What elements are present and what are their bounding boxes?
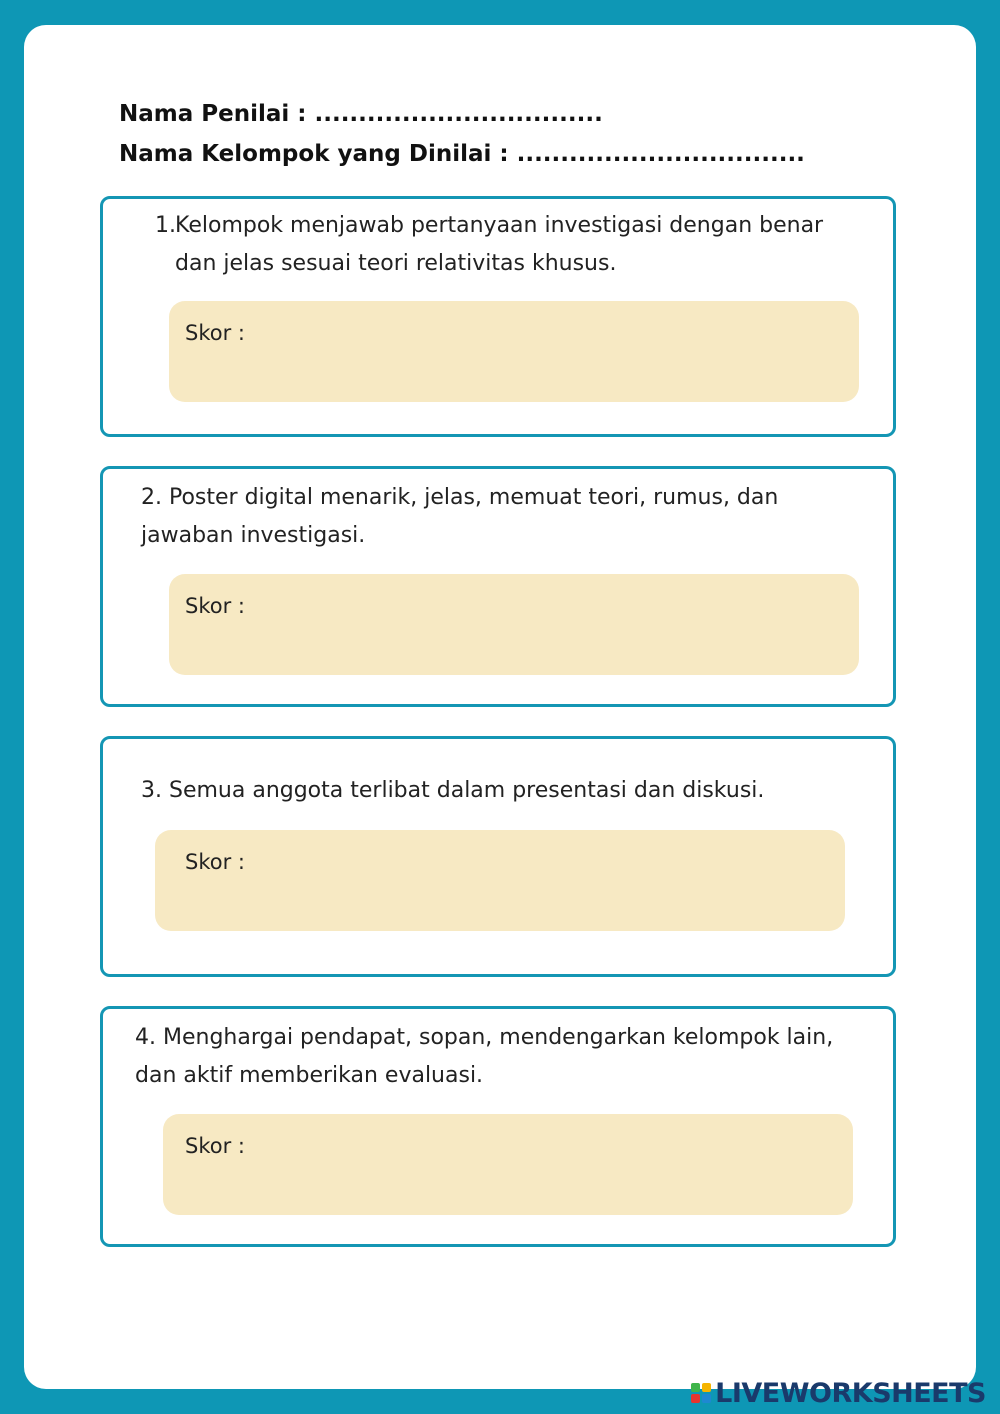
brand-name: LIVEWORKSHEETS (715, 1377, 986, 1409)
criterion-3-text: 3. Semua anggota terlibat dalam presentasi dan diskusi. (141, 778, 765, 803)
score-label-1: Skor : (185, 321, 245, 345)
liveworksheets-logo-icon (691, 1383, 711, 1403)
score-field-2[interactable] (169, 574, 859, 675)
assessor-name-line: Nama Penilai : ................................. (119, 101, 603, 127)
score-label-3: Skor : (185, 850, 245, 874)
criterion-1-text: 1.Kelompok menjawab pertanyaan investigasi dengan benar dan jelas sesuai teori relativitas khusus. (155, 207, 823, 283)
criterion-card-1 (100, 196, 896, 437)
criterion-card-2 (100, 466, 896, 707)
criterion-4-text: 4. Menghargai pendapat, sopan, mendengarkan kelompok lain, dan aktif memberikan evaluasi. (135, 1025, 834, 1088)
score-label-4: Skor : (185, 1134, 245, 1158)
score-field-4[interactable] (163, 1114, 853, 1215)
criterion-card-3 (100, 736, 896, 977)
criterion-2-text: 2. Poster digital menarik, jelas, memuat teori, rumus, dan jawaban investigasi. (141, 485, 779, 548)
score-field-1[interactable] (169, 301, 859, 402)
criterion-card-4 (100, 1006, 896, 1247)
criterion-1-number: 1. (155, 213, 176, 238)
liveworksheets-brand (691, 1378, 986, 1408)
group-name-line: Nama Kelompok yang Dinilai : ................................. (119, 141, 805, 167)
score-field-3[interactable] (155, 830, 845, 931)
score-label-2: Skor : (185, 594, 245, 618)
